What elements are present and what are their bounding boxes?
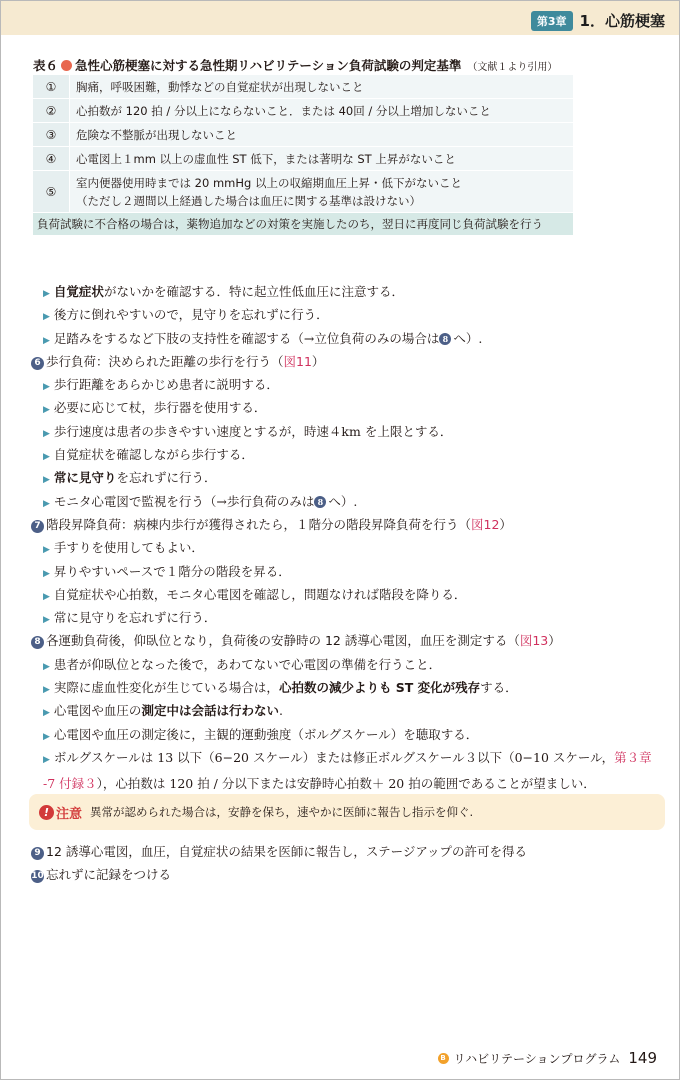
chapter-title: 1．心筋梗塞 (579, 12, 665, 30)
row-text (70, 171, 574, 213)
list-item-text: モニタ心電図で監視を行う（→歩行負荷のみは (53, 493, 315, 509)
list-item-text: 手すりを使用してもよい． (53, 540, 204, 556)
bullet-triangle-icon: ▶ (43, 475, 50, 486)
bullet-triangle-icon: ▶ (43, 382, 50, 393)
list-item (31, 303, 671, 326)
step-ref-badge: 8 (439, 333, 451, 345)
chapter-ref-link[interactable]: 第３章 -7 付録３ (43, 749, 652, 791)
bullet-dot-icon (61, 60, 72, 71)
row-text: 危険な不整脈が出現しないこと (70, 123, 574, 147)
section-badge: B (438, 1053, 449, 1064)
procedure-body (31, 280, 671, 792)
table-footer: 負荷試験に不合格の場合は，薬物追加などの対策を実施したのち，翌日に再度同じ負荷試験を行う (33, 213, 573, 236)
list-item-text: 実際に虚血性変化が生じている場合は， (53, 680, 279, 696)
table-number: 表６ (33, 58, 59, 73)
list-item (31, 606, 671, 629)
bullet-triangle-icon: ▶ (43, 428, 50, 439)
table-citation: （文献１より引用） (467, 61, 558, 73)
row-number: ④ (33, 147, 70, 171)
list-item (31, 396, 671, 419)
list-item-text: 心電図や血圧の (53, 703, 142, 719)
step-heading-8 (31, 629, 671, 652)
bullet-triangle-icon: ▶ (43, 708, 50, 719)
bullet-triangle-icon: ▶ (43, 545, 50, 556)
list-item (31, 723, 671, 746)
bullet-triangle-icon: ▶ (43, 312, 50, 323)
step-heading-6 (31, 350, 671, 373)
list-item (31, 466, 671, 489)
row-number: ⑤ (33, 171, 70, 213)
row-text: 心電図上１mm 以上の虚血性 ST 低下，または著明な ST 上昇がないこと (70, 147, 574, 171)
step-heading-7 (31, 513, 671, 536)
bold-text: 自覚症状 (53, 284, 104, 299)
step-number-badge: 6 (31, 357, 44, 370)
step-number-badge: 9 (31, 847, 44, 860)
step-title-close: ） (311, 353, 325, 369)
bullet-triangle-icon: ▶ (43, 289, 50, 299)
table-row (33, 99, 573, 123)
list-item (31, 327, 671, 350)
list-item (31, 420, 671, 443)
list-item-text: を忘れずに行う． (116, 470, 217, 486)
step-title: 忘れずに記録をつける (46, 867, 172, 883)
caution-label: 注意 (56, 806, 83, 822)
list-item (31, 746, 653, 792)
list-item-text: 自覚症状を確認しながら歩行する． (53, 447, 254, 463)
list-item (31, 536, 671, 559)
step-heading-10 (31, 863, 527, 886)
table-row (33, 147, 573, 171)
list-item (31, 490, 671, 513)
row-text-line2: （ただし２週間以上経過した場合は血圧に関する基準は設けない） (76, 193, 421, 208)
list-item-text: がないかを確認する．特に起立性低血圧に注意する． (103, 284, 404, 299)
list-item-text: 歩行距離をあらかじめ患者に説明する． (53, 377, 279, 393)
bullet-triangle-icon: ▶ (43, 661, 50, 672)
criteria-table (33, 74, 573, 236)
chapter-badge: 第3章 (531, 11, 573, 31)
step-heading-9 (31, 840, 527, 863)
row-number: ② (33, 99, 70, 123)
table-row (33, 171, 573, 213)
row-number: ③ (33, 123, 70, 147)
page-footer (438, 1049, 657, 1067)
list-item-text: 自覚症状や心拍数，モニタ心電図を確認し，問題なければ階段を降りる． (53, 586, 467, 602)
list-item-text: 常に見守りを忘れずに行う． (53, 610, 217, 626)
list-item-text: 必要に応じて杖，歩行器を使用する． (53, 400, 267, 416)
caution-badge (39, 803, 82, 822)
list-item (31, 280, 671, 303)
list-item-text: 昇りやすいペースで１階分の階段を昇る． (53, 563, 291, 579)
caution-text: 異常が認められた場合は，安静を保ち，速やかに医師に報告し指示を仰ぐ. (90, 805, 474, 819)
final-steps (31, 840, 527, 887)
bullet-triangle-icon: ▶ (43, 615, 50, 626)
list-item-text: 患者が仰臥位となった後で，あわてないで心電図の準備を行うこと． (53, 656, 442, 672)
step-number-badge: 10 (31, 871, 44, 882)
table-caption (33, 56, 557, 74)
list-item (31, 583, 671, 606)
bullet-triangle-icon: ▶ (43, 405, 50, 416)
list-item-text: . (278, 703, 283, 719)
bullet-triangle-icon: ▶ (43, 335, 50, 346)
section-name: リハビリテーションプログラム (453, 1051, 621, 1066)
list-item-text: へ）. (328, 493, 358, 509)
list-item-text: へ）. (453, 330, 483, 346)
row-text: 胸痛，呼吸困難，動悸などの自覚症状が出現しないこと (70, 75, 574, 99)
bullet-triangle-icon: ▶ (43, 591, 50, 602)
bullet-triangle-icon: ▶ (43, 498, 50, 509)
table-row (33, 123, 573, 147)
step-title: 12 誘導心電図，血圧，自覚症状の結果を医師に報告し，ステージアップの許可を得る (46, 844, 528, 859)
bullet-triangle-icon: ▶ (43, 754, 50, 765)
list-item (31, 699, 671, 722)
figure-ref-link[interactable]: 図13 (519, 633, 549, 649)
chapter-header (1, 1, 679, 35)
list-item (31, 443, 671, 466)
caution-box (29, 794, 665, 830)
step-title: 歩行負荷：決められた距離の歩行を行う（ (46, 353, 284, 369)
list-item-text: 歩行速度は患者の歩きやすい速度とするが，時速４km を上限とする． (53, 423, 453, 439)
list-item (31, 373, 671, 396)
row-number: ① (33, 75, 70, 99)
step-number-badge: 7 (31, 520, 44, 533)
list-item-text: ），心拍数は 120 拍 / 分以下または安静時心拍数＋ 20 拍の範囲であることが望ましい． (96, 775, 596, 791)
list-item-text: 後方に倒れやすいので，見守りを忘れずに行う． (53, 307, 329, 323)
step-number-badge: 8 (31, 636, 44, 649)
exclamation-icon: ! (39, 805, 54, 820)
list-item-text: 足踏みをするなど下肢の支持性を確認する（→立位負荷のみの場合は (53, 330, 440, 346)
page-number: 149 (628, 1049, 657, 1067)
list-item-text: する． (480, 680, 518, 696)
step-title-close: ） (548, 633, 561, 649)
bullet-triangle-icon: ▶ (43, 568, 50, 579)
bullet-triangle-icon: ▶ (43, 685, 50, 696)
bold-text: 測定中は会話は行わない (141, 703, 279, 719)
row-text: 心拍数が 120 拍 / 分以上にならないこと．または 40回 / 分以上増加しないこと (70, 99, 574, 123)
list-item-text: 心電図や血圧の測定後に，主観的運動強度（ボルグスケール）を聴取する． (53, 726, 479, 742)
list-item-text: ボルグスケールは 13 以下（6−20 スケール）または修正ボルグスケール３以下（0−10 スケール， (53, 749, 615, 765)
list-item (31, 560, 671, 583)
step-title-close: ） (499, 516, 512, 532)
list-item (31, 676, 671, 699)
bold-text: 心拍数の減少よりも ST 変化が残存 (278, 680, 481, 696)
figure-ref-link[interactable]: 図11 (283, 353, 312, 369)
step-title: 各運動負荷後，仰臥位となり，負荷後の安静時の 12 誘導心電図，血圧を測定する（ (46, 633, 520, 649)
table-row (33, 75, 573, 99)
bullet-triangle-icon: ▶ (43, 731, 50, 742)
step-title: 階段昇降負荷：病棟内歩行が獲得されたら，１階分の階段昇降負荷を行う（ (46, 516, 472, 532)
step-ref-badge: 8 (314, 496, 326, 508)
bold-text: 常に見守り (53, 470, 117, 486)
row-text-line1: 室内便器使用時までは 20 mmHg 以上の収縮期血圧上昇・低下がないこと (76, 175, 462, 190)
bullet-triangle-icon: ▶ (43, 452, 50, 463)
list-item (31, 653, 671, 676)
table-title: 急性心筋梗塞に対する急性期リハビリテーション負荷試験の判定基準 (75, 58, 462, 73)
figure-ref-link[interactable]: 図12 (471, 516, 500, 532)
